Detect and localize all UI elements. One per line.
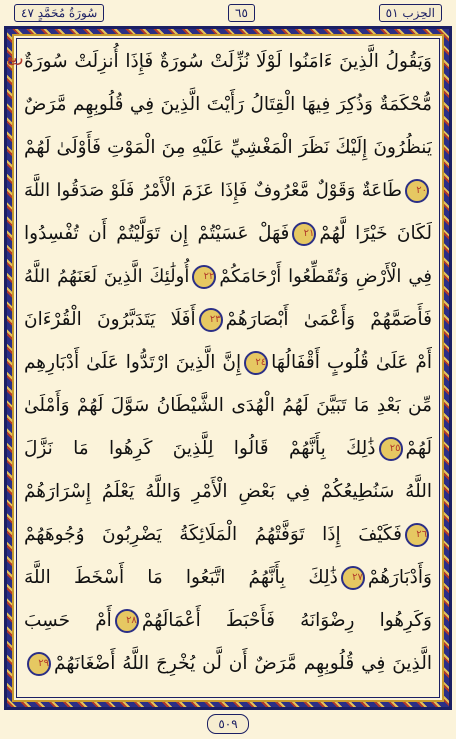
ayah-number-marker: ٢٦ (405, 523, 429, 547)
verse-line (24, 171, 432, 211)
verse-segment: فِي الْأَرْضِ وَتُقَطِّعُوا أَرْحَامَكُمْ (219, 266, 432, 287)
verse-line (24, 644, 432, 684)
verse-line (24, 42, 432, 82)
page-number: ٥٠٩ (207, 714, 248, 734)
verse-line (24, 429, 432, 469)
verse-segment: أَفَلَا يَتَدَبَّرُونَ الْقُرْءَانَ (24, 309, 196, 330)
verse-line (24, 257, 432, 297)
verse-segment: فَهَلْ عَسَيْتُمْ إِن تَوَلَّيْتُمْ أَن تُفْسِدُوا (24, 223, 290, 244)
verse-line (24, 128, 432, 168)
ayah-number-marker: ٢٤ (244, 351, 268, 375)
page-header (14, 3, 442, 23)
verse-segment: الَّذِينَ فِي قُلُوبِهِم مَّرَضٌ أَن لَّن يُخْرِجَ اللَّهُ أَضْغَانَهُمْ (54, 653, 432, 674)
verse-segment: يَنظُرُونَ إِلَيْكَ نَظَرَ الْمَغْشِيِّ عَلَيْهِ مِنَ الْمَوْتِ فَأَوْلَىٰ لَهُمْ (24, 137, 432, 158)
verse-segment: وَيَقُولُ الَّذِينَ ءَامَنُوا لَوْلَا نُزِّلَتْ سُورَةٌ فَإِذَا أُنزِلَتْ سُورَةٌ (24, 51, 432, 72)
juz-badge: ٦٥ (228, 4, 255, 22)
verse-segment: مِّن بَعْدِ مَا تَبَيَّنَ لَهُمُ الْهُدَى الشَّيْطَانُ سَوَّلَ لَهُمْ وَأَمْلَىٰ (24, 395, 432, 416)
ayah-number-marker: ٢٧ (341, 566, 365, 590)
verse-segment: أَمْ عَلَىٰ قُلُوبٍ أَقْفَالُهَا (271, 352, 432, 373)
page-footer (0, 714, 456, 734)
ayah-number-marker: ٢٨ (115, 609, 139, 633)
ayah-number-marker: ٢٥ (379, 437, 403, 461)
verse-line (24, 343, 432, 383)
verse-line (24, 386, 432, 426)
ayah-number-marker: ٢٠ (405, 179, 429, 203)
verse-segment: فَأَصَمَّهُمْ وَأَعْمَىٰ أَبْصَارَهُمْ (225, 309, 432, 330)
ayah-number-marker: ٢٢ (192, 265, 216, 289)
verse-segment: لَهُمْ (405, 438, 432, 459)
verse-line (24, 515, 432, 555)
hizb-label: الحِزب ٥١ (379, 4, 442, 22)
verse-segment: طَاعَةٌ وَقَوْلٌ مَّعْرُوفٌ فَإِذَا عَزَمَ الْأَمْرُ فَلَوْ صَدَقُوا اللَّهَ (24, 180, 402, 201)
ayah-number-marker: ٢١ (292, 222, 316, 246)
verse-segment: ذَٰلِكَ بِأَنَّهُمْ قَالُوا لِلَّذِينَ كَرِهُوا مَا نَزَّلَ (24, 438, 376, 459)
rub-marker-label: ربع (7, 51, 23, 65)
verse-segment: ذَٰلِكَ بِأَنَّهُمُ اتَّبَعُوا مَا أَسْخَطَ اللَّهَ (24, 567, 338, 588)
verse-line (24, 300, 432, 340)
verse-segment: لَكَانَ خَيْرًا لَّهُمْ (319, 223, 432, 244)
surah-name: سُورَةُ مُحَمَّدٍ ٤٧ (14, 4, 104, 22)
ayah-number-marker: ٢٩ (27, 652, 51, 676)
verse-line (24, 558, 432, 598)
verse-line (24, 472, 432, 512)
verse-segment: وَأَدْبَارَهُمْ (367, 567, 432, 588)
verse-line (24, 85, 432, 125)
verse-segment: أَمْ حَسِبَ (24, 610, 112, 631)
verse-segment: اللَّهُ سَنُطِيعُكُمْ فِي بَعْضِ الْأَمْرِ وَاللَّهُ يَعْلَمُ إِسْرَارَهُمْ (24, 481, 432, 502)
ayah-number-marker: ٢٣ (199, 308, 223, 332)
verse-segment: مُّحْكَمَةٌ وَذُكِرَ فِيهَا الْقِتَالُ رَأَيْتَ الَّذِينَ فِي قُلُوبِهِم مَّرَضٌ (24, 94, 432, 115)
verse-segment: فَكَيْفَ إِذَا تَوَفَّتْهُمُ الْمَلَائِكَةُ يَضْرِبُونَ وُجُوهَهُمْ (24, 524, 402, 545)
verse-line (24, 601, 432, 641)
verse-segment: وَكَرِهُوا رِضْوَانَهُ فَأَحْبَطَ أَعْمَالَهُمْ (141, 610, 432, 631)
verse-text-block (24, 42, 432, 694)
verse-segment: إِنَّ الَّذِينَ ارْتَدُّوا عَلَىٰ أَدْبَارِهِم (24, 352, 242, 373)
verse-line (24, 214, 432, 254)
verse-segment: أُولَٰئِكَ الَّذِينَ لَعَنَهُمُ اللَّهُ (24, 266, 190, 287)
